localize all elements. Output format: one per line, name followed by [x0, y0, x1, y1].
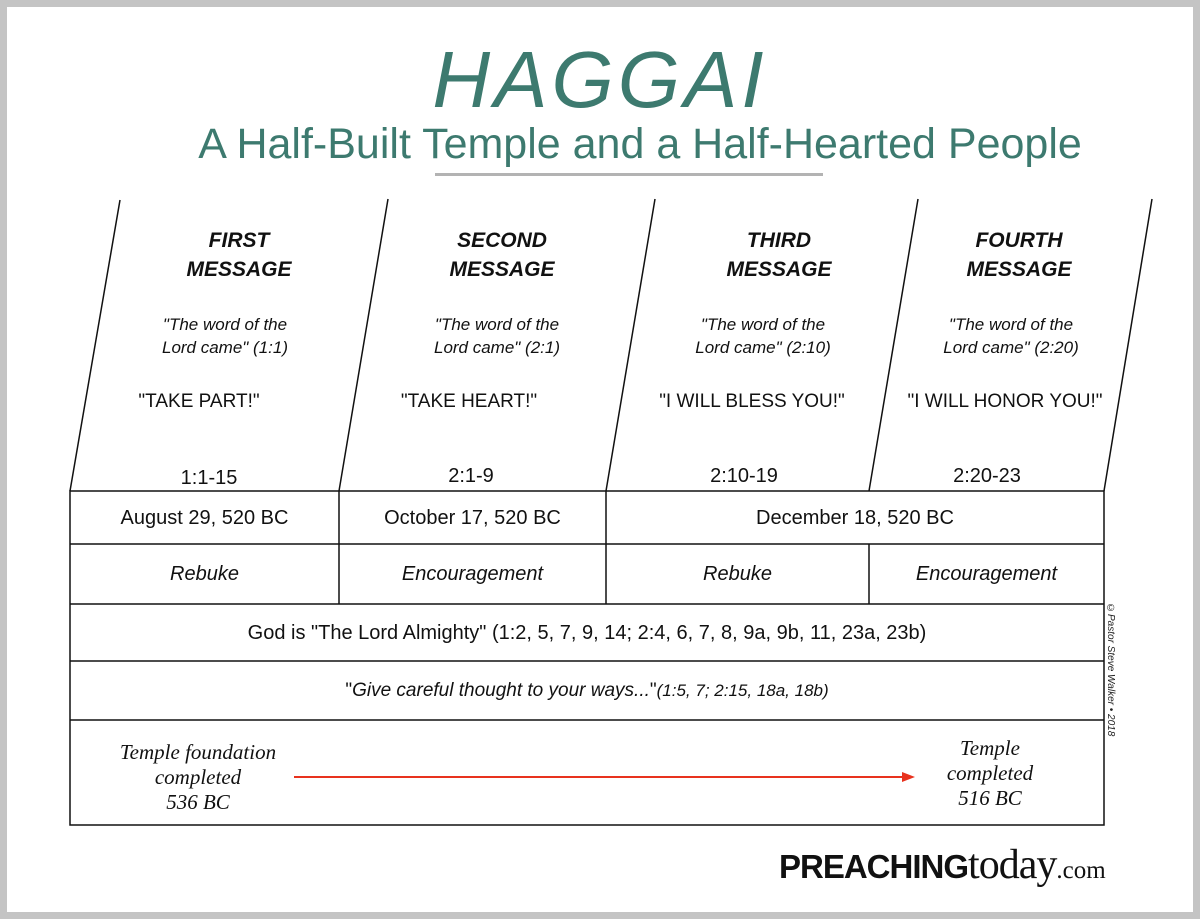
timeline-end-label [900, 736, 1080, 811]
message-4-quote-line2: Lord came" (2:20) [943, 338, 1079, 357]
message-1-reference: 1:1-15 [180, 467, 238, 489]
message-3-quote-line1: "The word of the [700, 315, 826, 334]
logo-suffix: .com [1056, 857, 1106, 884]
timeline-end-line1: Temple [960, 736, 1020, 760]
message-3-quote-line2: Lord came" (2:10) [695, 338, 831, 357]
careful-quote-open: " [345, 680, 353, 701]
message-2-quote-line1: "The word of the [434, 315, 560, 334]
timeline-start-line2: completed [154, 765, 242, 789]
careful-thought-row [70, 662, 1104, 720]
careful-quote-refs: (1:5, 7; 2:15, 18a, 18b) [656, 681, 829, 700]
slant-divider-2 [339, 199, 388, 491]
message-4-quote [911, 313, 1111, 359]
careful-quote-text: Give careful thought to your ways... [352, 680, 650, 701]
message-3-reference: 2:10-19 [710, 465, 778, 487]
god-almighty-row: God is "The Lord Almighty" (1:2, 5, 7, 9, 14; 2:4, 6, 7, 8, 9a, 9b, 11, 23a, 23b) [247, 621, 927, 644]
message-3-slogan: "I WILL BLESS YOU!" [659, 391, 845, 412]
message-4-heading [919, 226, 1119, 284]
message-3-quote [663, 313, 863, 359]
timeline-start-label [98, 740, 298, 815]
message-4-heading-line2: MESSAGE [966, 258, 1072, 281]
theme-cell-2: Encouragement [401, 563, 544, 585]
date-cell-1: August 29, 520 BC [120, 506, 289, 529]
message-4-quote-line1: "The word of the [948, 315, 1074, 334]
message-3-heading [679, 226, 879, 284]
timeline-start-line1: Temple foundation [119, 740, 277, 764]
slant-divider-1 [70, 200, 120, 491]
message-2-quote [397, 313, 597, 359]
date-cell-2: October 17, 520 BC [384, 506, 561, 529]
message-1-heading-line1: FIRST [208, 229, 270, 252]
message-2-reference: 2:1-9 [448, 465, 494, 487]
message-2-heading [402, 226, 602, 284]
page-subtitle: A Half-Built Temple and a Half-Hearted People [198, 120, 1082, 168]
logo-serif-part: today [968, 842, 1057, 888]
timeline-start-line3: 536 BC [166, 790, 230, 814]
slant-divider-3 [606, 199, 655, 491]
message-3-heading-line2: MESSAGE [726, 258, 832, 281]
message-1-heading [139, 226, 339, 284]
timeline-end-line2: completed [946, 761, 1034, 785]
message-2-slogan: "TAKE HEART!" [400, 391, 538, 412]
message-2-quote-line2: Lord came" (2:1) [433, 338, 561, 357]
message-1-quote-line2: Lord came" (1:1) [161, 338, 289, 357]
theme-cell-3: Rebuke [703, 563, 772, 585]
theme-cell-4: Encouragement [915, 563, 1058, 585]
message-2-heading-line1: SECOND [457, 229, 547, 252]
date-cell-3: December 18, 520 BC [756, 506, 954, 529]
logo-bold-part: PREACHING [779, 848, 969, 885]
careful-quote-close: " [649, 680, 657, 701]
message-4-heading-line1: FOURTH [975, 229, 1063, 252]
timeline-end-line3: 516 BC [958, 786, 1022, 810]
copyright-notice: ©Pastor Steve Walker • 2018 [1105, 602, 1116, 737]
message-1-heading-line2: MESSAGE [186, 258, 292, 281]
message-4-reference: 2:20-23 [953, 465, 1021, 487]
message-3-heading-line1: THIRD [746, 229, 812, 252]
message-1-slogan: "TAKE PART!" [138, 391, 260, 412]
message-2-heading-line2: MESSAGE [449, 258, 555, 281]
page-title: HAGGAI [432, 35, 768, 124]
theme-cell-1: Rebuke [170, 563, 239, 585]
message-4-slogan: "I WILL HONOR YOU!" [907, 391, 1103, 412]
message-1-quote-line1: "The word of the [162, 315, 288, 334]
preaching-today-logo [779, 841, 1106, 889]
message-1-quote [125, 313, 325, 359]
